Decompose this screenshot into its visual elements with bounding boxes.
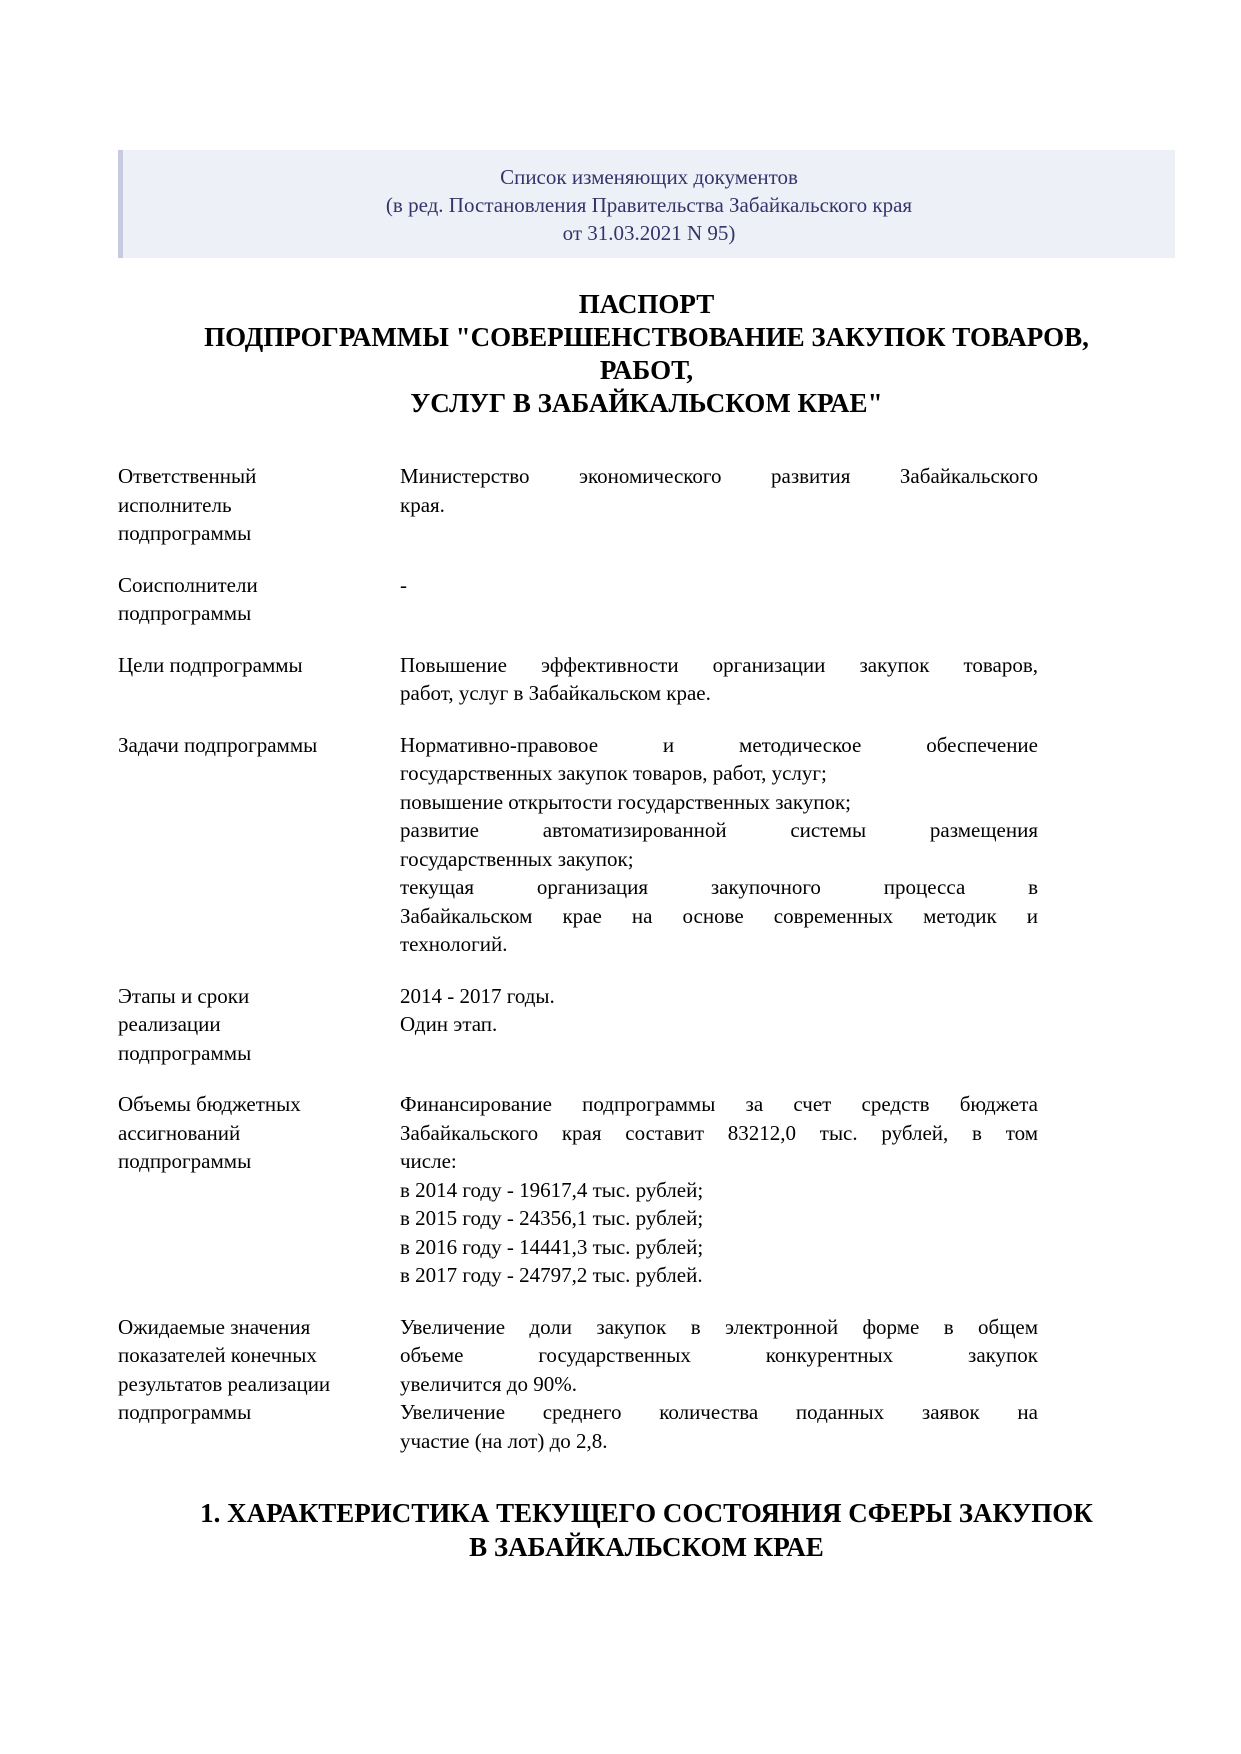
label-line: подпрограммы [118, 601, 252, 625]
passport-row-value [400, 651, 1038, 708]
value-line: в 2015 году - 24356,1 тыс. рублей; [400, 1206, 704, 1230]
passport-table [118, 462, 1038, 1478]
label-line: реализации [118, 1012, 221, 1036]
passport-row-goals [118, 651, 1038, 708]
value-line: Забайкальского края составит 83212,0 тыс. рублей, в том [400, 1120, 1038, 1145]
value-line: Нормативно-правовое и методическое обеспечение [400, 732, 1038, 757]
passport-row-label [118, 462, 400, 548]
value-line: текущая организация закупочного процесса в [400, 875, 1038, 899]
label-line: Задачи подпрограммы [118, 732, 318, 757]
value-line: увеличится до 90%. [400, 1371, 577, 1396]
passport-row-expected-results [118, 1313, 1038, 1456]
label-line: подпрограммы [118, 1400, 252, 1424]
amendments-line-1: Список изменяющих документов [500, 165, 798, 189]
label-line: ассигнований [118, 1120, 241, 1145]
passport-row-responsible-executor [118, 462, 1038, 548]
passport-row-stages-and-terms [118, 982, 1038, 1068]
label-line: подпрограммы [118, 521, 252, 545]
value-line: объеме государственных конкурентных закупок [400, 1343, 1038, 1367]
label-line: показателей конечных [118, 1343, 317, 1367]
label-line: подпрограммы [118, 1149, 252, 1173]
label-line: Цели подпрограммы [118, 652, 303, 677]
section-heading-line-2: В ЗАБАЙКАЛЬСКОМ КРАЕ [469, 1532, 824, 1562]
label-line: подпрограммы [118, 1040, 252, 1065]
value-line: участие (на лот) до 2,8. [400, 1428, 608, 1453]
value-line: в 2014 году - 19617,4 тыс. рублей; [400, 1177, 704, 1202]
value-line: работ, услуг в Забайкальском крае. [400, 681, 711, 705]
value-line: Министерство экономического развития Забайкальского [400, 464, 1038, 488]
passport-row-value [400, 462, 1038, 548]
title-line-4: УСЛУГ В ЗАБАЙКАЛЬСКОМ КРАЕ" [410, 388, 883, 418]
passport-row-budget-volumes [118, 1090, 1038, 1290]
value-line: Забайкальском крае на основе современных методик и [400, 903, 1038, 928]
value-line: числе: [400, 1149, 457, 1173]
label-line: Этапы и сроки [118, 983, 250, 1008]
passport-row-value [400, 1090, 1038, 1290]
value-line: Повышение эффективности организации закупок товаров, [400, 652, 1038, 677]
section-heading [118, 1496, 1175, 1564]
passport-row-label [118, 571, 400, 628]
passport-row-value [400, 1313, 1038, 1456]
label-line: Ожидаемые значения [118, 1314, 311, 1339]
passport-row-value [400, 731, 1038, 959]
amendments-line-3: от 31.03.2021 N 95) [562, 221, 736, 245]
label-line: результатов реализации [118, 1371, 331, 1396]
value-line: государственных закупок; [400, 846, 634, 871]
label-line: Соисполнители [118, 572, 258, 597]
passport-title [118, 288, 1175, 420]
value-line: государственных закупок товаров, работ, услуг; [400, 761, 827, 785]
value-line: повышение открытости государственных закупок; [400, 789, 852, 814]
title-line-3: РАБОТ, [599, 355, 694, 385]
value-line: Один этап. [400, 1012, 498, 1036]
passport-row-label [118, 1313, 400, 1456]
section-heading-line-1: 1. ХАРАКТЕРИСТИКА ТЕКУЩЕГО СОСТОЯНИЯ СФЕРЫ ЗАКУПОК [200, 1498, 1093, 1528]
passport-row-label [118, 731, 400, 959]
passport-row-co-executors [118, 571, 1038, 628]
passport-row-value [400, 982, 1038, 1068]
title-line-1: ПАСПОРТ [578, 289, 715, 319]
value-line: Увеличение среднего количества поданных заявок на [400, 1400, 1038, 1424]
value-line: Финансирование подпрограммы за счет средств бюджета [400, 1092, 1038, 1116]
value-line: в 2017 году - 24797,2 тыс. рублей. [400, 1263, 703, 1287]
amendments-box [118, 150, 1175, 258]
title-line-2: ПОДПРОГРАММЫ "СОВЕРШЕНСТВОВАНИЕ ЗАКУПОК ТОВАРОВ, [204, 322, 1089, 352]
value-line: технологий. [400, 932, 508, 956]
label-line: Объемы бюджетных [118, 1092, 301, 1116]
amendments-line-2: (в ред. Постановления Правительства Забайкальского края [385, 193, 913, 217]
value-line: в 2016 году - 14441,3 тыс. рублей; [400, 1234, 704, 1259]
value-line: развитие автоматизированной системы размещения [400, 818, 1038, 842]
value-line: 2014 - 2017 годы. [400, 983, 555, 1008]
value-line: Увеличение доли закупок в электронной форме в общем [400, 1314, 1038, 1339]
passport-row-label [118, 1090, 400, 1290]
value-line: края. [400, 492, 445, 517]
label-line: Ответственный [118, 464, 257, 488]
passport-row-value [400, 571, 1038, 628]
label-line: исполнитель [118, 492, 232, 517]
value-line: - [400, 572, 407, 597]
passport-row-label [118, 982, 400, 1068]
passport-row-tasks [118, 731, 1038, 959]
passport-row-label [118, 651, 400, 708]
